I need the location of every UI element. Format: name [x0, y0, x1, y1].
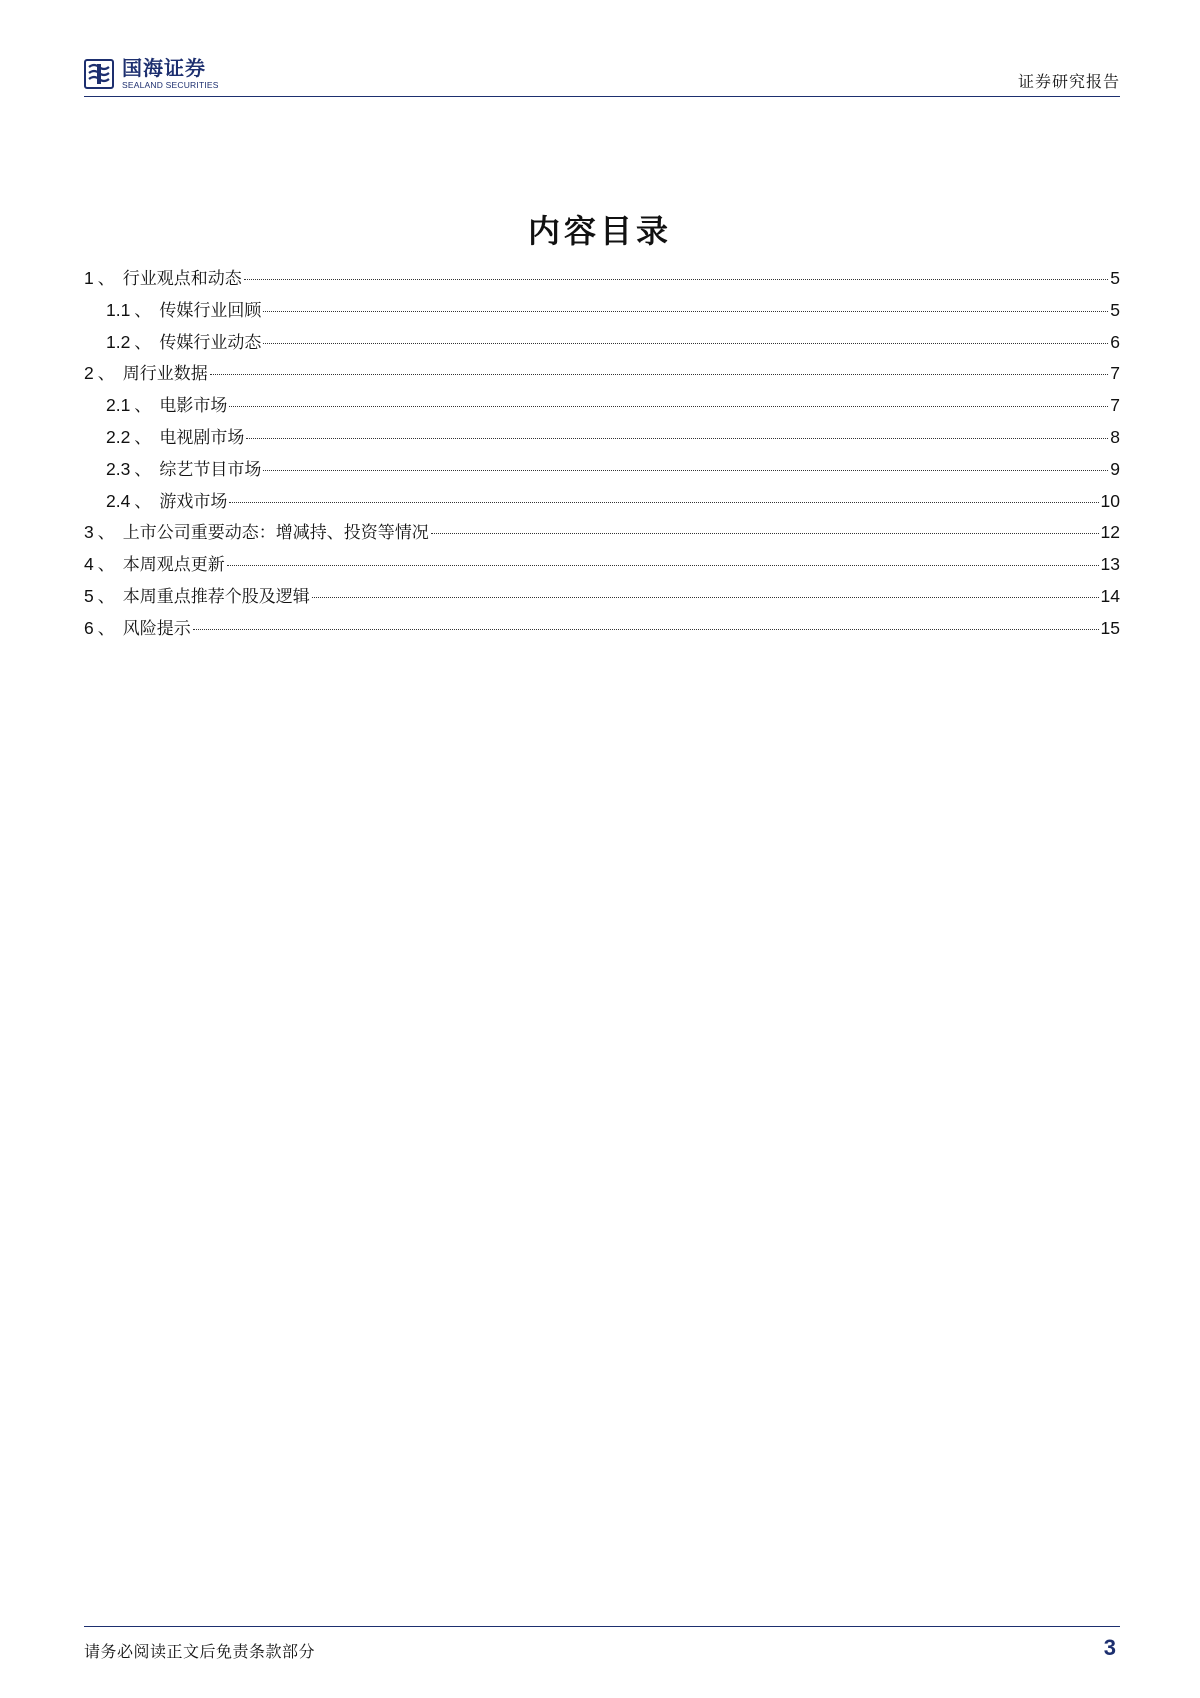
toc-entry-separator: 、 [97, 364, 115, 385]
toc-entry-number: 1.1 [106, 299, 131, 320]
toc-entry-page: 7 [1110, 395, 1120, 416]
toc-entry-page: 6 [1110, 331, 1120, 352]
page-number: 3 [1103, 1635, 1116, 1660]
toc-entry-separator: 、 [134, 332, 152, 353]
toc-leader-dots [244, 279, 1109, 280]
toc-entry-page: 10 [1100, 490, 1120, 511]
toc-entry-separator: 、 [134, 396, 152, 417]
page-header [84, 52, 1120, 97]
toc-leader-dots [431, 533, 1099, 534]
toc-entry-title: 风险提示 [122, 618, 191, 639]
toc-entry-separator: 、 [97, 618, 115, 639]
toc-entry-title: 电视剧市场 [159, 427, 245, 448]
toc-entry[interactable] [84, 550, 1120, 582]
toc-entry-separator: 、 [97, 555, 115, 576]
toc-leader-dots [229, 502, 1098, 503]
toc-entry-title: 周行业数据 [122, 364, 208, 385]
toc-entry[interactable] [84, 582, 1120, 614]
toc-entry-page: 13 [1100, 554, 1120, 575]
toc-leader-dots [263, 343, 1108, 344]
toc-leader-dots [210, 374, 1109, 375]
toc-entry-separator: 、 [97, 523, 115, 544]
toc-entry[interactable] [84, 359, 1120, 391]
toc-entry-page: 9 [1110, 458, 1120, 479]
logo-english-name: SEALAND SECURITIES [122, 80, 219, 91]
toc-entry-number: 5 [84, 585, 94, 606]
toc-entry-separator: 、 [134, 459, 152, 480]
toc-entry-number: 6 [84, 617, 94, 638]
table-of-contents [84, 264, 1120, 646]
toc-entry-number: 2 [84, 363, 94, 384]
toc-entry-number: 4 [84, 554, 94, 575]
toc-entry-title: 传媒行业回顾 [159, 300, 262, 321]
toc-entry[interactable] [84, 614, 1120, 646]
report-type-label: 证券研究报告 [1017, 72, 1120, 91]
toc-entry-title: 行业观点和动态 [122, 269, 242, 289]
toc-leader-dots [263, 470, 1108, 471]
toc-leader-dots [312, 597, 1099, 598]
toc-leader-dots [193, 629, 1099, 630]
toc-entry[interactable] [84, 264, 1120, 296]
toc-entry-separator: 、 [97, 269, 115, 289]
toc-entry-page: 7 [1110, 363, 1120, 384]
toc-entry-title: 本周观点更新 [122, 555, 225, 576]
toc-entry-title: 上市公司重要动态：增减持、投资等情况 [122, 523, 429, 544]
company-logo [84, 56, 219, 92]
toc-entry[interactable] [84, 518, 1120, 550]
toc-entry[interactable] [84, 487, 1120, 519]
toc-entry-page: 14 [1100, 585, 1120, 606]
toc-entry-number: 2.4 [106, 490, 131, 511]
toc-leader-dots [229, 406, 1108, 407]
toc-entry[interactable] [84, 455, 1120, 487]
toc-entry-title: 综艺节目市场 [159, 459, 262, 480]
sealand-logo-icon [84, 59, 114, 89]
toc-entry-separator: 、 [134, 427, 152, 448]
toc-entry[interactable] [84, 391, 1120, 423]
toc-entry-number: 2.3 [106, 458, 131, 479]
toc-entry-separator: 、 [97, 586, 115, 607]
toc-entry-separator: 、 [134, 491, 152, 512]
toc-leader-dots [246, 438, 1108, 439]
toc-entry[interactable] [84, 328, 1120, 360]
toc-title: 内容目录 [527, 212, 672, 250]
toc-entry-page: 12 [1100, 522, 1120, 543]
toc-entry-page: 5 [1110, 299, 1120, 320]
toc-entry-title: 本周重点推荐个股及逻辑 [122, 586, 310, 607]
toc-entry[interactable] [84, 423, 1120, 455]
toc-entry-title: 电影市场 [159, 396, 228, 417]
toc-entry-separator: 、 [134, 300, 152, 321]
toc-entry-number: 1.2 [106, 331, 131, 352]
page-footer [84, 1626, 1120, 1667]
toc-leader-dots [227, 565, 1099, 566]
logo-chinese-name: 国海证券 [122, 56, 206, 81]
toc-entry-number: 2.1 [106, 395, 131, 416]
disclaimer-note: 请务必阅读正文后免责条款部分 [84, 1642, 316, 1661]
toc-entry-number: 3 [84, 522, 94, 543]
toc-entry-page: 8 [1110, 426, 1120, 447]
toc-leader-dots [263, 311, 1108, 312]
toc-entry-page: 5 [1110, 268, 1120, 288]
toc-entry-number: 1 [84, 268, 94, 288]
toc-entry-title: 传媒行业动态 [159, 332, 262, 353]
toc-entry-title: 游戏市场 [159, 491, 228, 512]
toc-entry-page: 15 [1100, 617, 1120, 638]
toc-entry[interactable] [84, 296, 1120, 328]
toc-entry-number: 2.2 [106, 426, 131, 447]
